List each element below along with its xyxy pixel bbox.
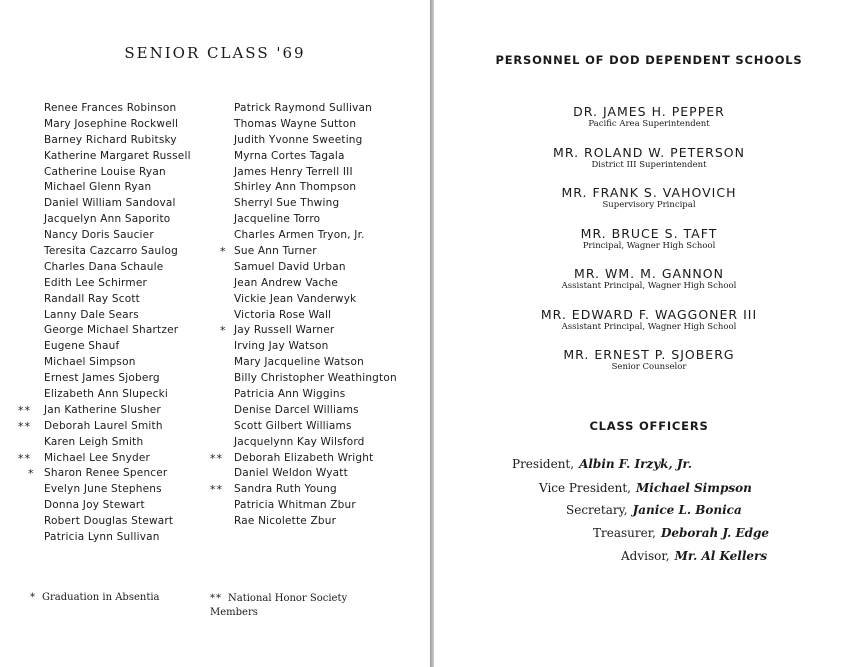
- senior-name-row: [44, 482, 191, 498]
- senior-name: Katherine Margaret Russell: [44, 149, 191, 162]
- senior-name-row: [210, 451, 397, 467]
- honor-society-marker: **: [18, 403, 31, 417]
- senior-name-row: [234, 403, 397, 419]
- senior-name-row: [44, 498, 191, 514]
- senior-name: Charles Armen Tryon, Jr.: [234, 229, 365, 242]
- senior-name: Deborah Elizabeth Wright: [234, 451, 374, 464]
- senior-name: Patricia Ann Wiggins: [234, 388, 346, 401]
- senior-name: Patricia Whitman Zbur: [234, 499, 356, 512]
- senior-name: Karen Leigh Smith: [44, 435, 144, 448]
- senior-name-row: [234, 276, 397, 292]
- senior-name-row: [44, 308, 191, 324]
- senior-name: Samuel David Urban: [234, 260, 346, 273]
- senior-name-row: [210, 482, 397, 498]
- senior-name-row: [234, 308, 397, 324]
- officer-title: Advisor,: [621, 549, 670, 563]
- personnel-name: DR. JAMES H. PEPPER: [573, 104, 725, 119]
- senior-name-row: [234, 355, 397, 371]
- officer-president: [512, 457, 692, 471]
- officer-name: Michael Simpson: [636, 481, 752, 495]
- senior-name: Mary Josephine Rockwell: [44, 117, 179, 130]
- senior-name-row: [234, 180, 397, 196]
- senior-name: Lanny Dale Sears: [44, 308, 139, 321]
- senior-name: Sandra Ruth Young: [234, 483, 337, 496]
- senior-name-row: [234, 466, 397, 482]
- absentia-marker: *: [220, 245, 227, 259]
- left-page: [0, 0, 430, 667]
- senior-name-row: [44, 260, 191, 276]
- personnel-name: MR. ERNEST P. SJOBERG: [563, 347, 735, 362]
- senior-name-row: [234, 228, 397, 244]
- personnel-role: Pacific Area Superintendent: [588, 119, 710, 129]
- senior-name-row: [234, 514, 397, 530]
- senior-name: Thomas Wayne Sutton: [234, 117, 357, 130]
- senior-name-row: [44, 514, 191, 530]
- senior-name-row: [220, 323, 397, 339]
- senior-name: Sherryl Sue Thwing: [234, 197, 340, 210]
- senior-name: George Michael Shartzer: [44, 324, 179, 337]
- honor-society-marker: **: [18, 419, 31, 433]
- senior-name: Charles Dana Schaule: [44, 260, 164, 273]
- senior-name: Evelyn June Stephens: [44, 483, 162, 496]
- senior-name: Myrna Cortes Tagala: [234, 149, 345, 162]
- honor-society-marker: **: [18, 451, 31, 465]
- senior-name-row: [220, 244, 397, 260]
- senior-name-row: [234, 196, 397, 212]
- senior-name-row: [234, 292, 397, 308]
- senior-name-row: [44, 371, 191, 387]
- senior-name: Nancy Doris Saucier: [44, 229, 154, 242]
- senior-name: Jacquelynn Kay Wilsford: [234, 435, 365, 448]
- senior-name-row: [44, 101, 191, 117]
- senior-name-row: [234, 149, 397, 165]
- senior-name: Catherine Louise Ryan: [44, 165, 166, 178]
- officer-title: President,: [512, 457, 575, 471]
- senior-name: Robert Douglas Stewart: [44, 515, 174, 528]
- personnel-role: Principal, Wagner High School: [582, 241, 716, 251]
- senior-name: James Henry Terrell III: [234, 165, 353, 178]
- officer-title: Secretary,: [566, 503, 628, 517]
- senior-name: Patrick Raymond Sullivan: [234, 102, 373, 114]
- senior-name-row: [44, 292, 191, 308]
- senior-name-row: [18, 451, 191, 467]
- senior-names-column-a: [18, 101, 191, 546]
- personnel-role: Senior Counselor: [611, 362, 687, 372]
- senior-name: Jan Katherine Slusher: [44, 403, 161, 416]
- senior-name-row: [44, 212, 191, 228]
- senior-name-row: [234, 371, 397, 387]
- personnel-entry: [434, 104, 864, 129]
- senior-name: Irving Jay Watson: [234, 340, 329, 353]
- senior-name: Jay Russell Warner: [234, 324, 335, 337]
- senior-name: Sue Ann Turner: [234, 245, 317, 258]
- personnel-role: Supervisory Principal: [602, 200, 696, 210]
- senior-name: Teresita Cazcarro Saulog: [44, 245, 178, 258]
- senior-name-row: [234, 212, 397, 228]
- officer-vice-president: [539, 481, 752, 495]
- senior-name: Michael Glenn Ryan: [44, 181, 152, 194]
- personnel-role: Assistant Principal, Wagner High School: [561, 281, 737, 291]
- absentia-marker: *: [28, 467, 35, 481]
- personnel-role: Assistant Principal, Wagner High School: [561, 322, 737, 332]
- senior-name: Elizabeth Ann Slupecki: [44, 388, 169, 401]
- personnel-role: District III Superintendent: [591, 160, 707, 170]
- senior-name: Michael Lee Snyder: [44, 451, 151, 464]
- senior-name-row: [44, 228, 191, 244]
- officer-name: Albin F. Irzyk, Jr.: [579, 457, 692, 471]
- senior-name-row: [44, 323, 191, 339]
- senior-name-row: [44, 133, 191, 149]
- senior-name: Barney Richard Rubitsky: [44, 133, 177, 146]
- footnote-honor-society: [210, 592, 380, 620]
- senior-name: Sharon Renee Spencer: [44, 467, 168, 480]
- senior-name-row: [44, 530, 191, 546]
- officer-advisor: [621, 549, 767, 563]
- senior-name-row: [234, 117, 397, 133]
- senior-name: Jacqueline Torro: [234, 213, 321, 226]
- senior-name-row: [234, 101, 397, 117]
- senior-name: Edith Lee Schirmer: [44, 276, 147, 289]
- senior-name-row: [44, 196, 191, 212]
- senior-name: Mary Jacqueline Watson: [234, 356, 364, 369]
- senior-name-row: [44, 355, 191, 371]
- personnel-name: MR. WM. M. GANNON: [574, 266, 724, 281]
- senior-name: Scott Gilbert Williams: [234, 419, 352, 432]
- senior-name: Vickie Jean Vanderwyk: [234, 292, 357, 305]
- personnel-title: PERSONNEL OF DOD DEPENDENT SCHOOLS: [495, 53, 803, 67]
- senior-name-row: [28, 466, 191, 482]
- personnel-entry: [434, 145, 864, 170]
- senior-name-row: [44, 244, 191, 260]
- senior-name: Daniel William Sandoval: [44, 197, 176, 210]
- senior-name-row: [44, 387, 191, 403]
- personnel-entry: [434, 347, 864, 372]
- senior-name-row: [44, 276, 191, 292]
- senior-name-row: [234, 165, 397, 181]
- honor-society-marker: **: [210, 483, 223, 497]
- class-officers-title: CLASS OFFICERS: [589, 419, 709, 433]
- senior-name: Eugene Shauf: [44, 340, 120, 353]
- senior-name: Donna Joy Stewart: [44, 499, 145, 512]
- senior-name-row: [234, 435, 397, 451]
- senior-name-row: [44, 149, 191, 165]
- officer-name: Janice L. Bonica: [632, 503, 742, 517]
- senior-name-row: [234, 419, 397, 435]
- senior-class-title: SENIOR CLASS '69: [124, 44, 306, 62]
- officer-treasurer: [593, 526, 769, 540]
- senior-name-row: [234, 387, 397, 403]
- footnote-text: National Honor Society Members: [210, 593, 348, 618]
- senior-names-column-b: [210, 101, 397, 530]
- senior-name: Ernest James Sjoberg: [44, 372, 160, 385]
- senior-name-row: [44, 180, 191, 196]
- personnel-name: MR. FRANK S. VAHOVICH: [561, 185, 737, 200]
- footnote-symbol: *: [30, 592, 36, 603]
- footnote-text: Graduation in Absentia: [42, 592, 160, 603]
- senior-name: Victoria Rose Wall: [234, 308, 332, 321]
- senior-name: Jean Andrew Vache: [234, 276, 339, 289]
- senior-name-row: [234, 498, 397, 514]
- senior-name-row: [44, 435, 191, 451]
- senior-name-row: [234, 133, 397, 149]
- senior-name: Judith Yvonne Sweeting: [234, 133, 363, 146]
- personnel-entry: [434, 307, 864, 332]
- footnote-absentia: [30, 591, 160, 605]
- personnel-name: MR. BRUCE S. TAFT: [580, 226, 718, 241]
- honor-society-marker: **: [210, 451, 223, 465]
- senior-name: Daniel Weldon Wyatt: [234, 467, 348, 480]
- absentia-marker: *: [220, 324, 227, 338]
- senior-name-row: [44, 339, 191, 355]
- senior-name: Renee Frances Robinson: [44, 102, 177, 114]
- officer-title: Vice President,: [539, 481, 631, 495]
- officer-name: Deborah J. Edge: [660, 526, 770, 540]
- officer-name: Mr. Al Kellers: [674, 549, 768, 563]
- senior-name: Jacquelyn Ann Saporito: [44, 213, 171, 226]
- officer-secretary: [566, 503, 742, 517]
- senior-name-row: [18, 419, 191, 435]
- senior-name-row: [18, 403, 191, 419]
- personnel-name: MR. EDWARD F. WAGGONER III: [540, 307, 758, 322]
- senior-name: Denise Darcel Williams: [234, 403, 359, 416]
- personnel-entry: [434, 226, 864, 251]
- senior-name: Shirley Ann Thompson: [234, 181, 357, 194]
- senior-name: Deborah Laurel Smith: [44, 419, 163, 432]
- senior-name: Billy Christopher Weathington: [234, 372, 397, 385]
- personnel-entry: [434, 266, 864, 291]
- senior-name-row: [234, 339, 397, 355]
- officer-title: Treasurer,: [593, 526, 656, 540]
- senior-name: Michael Simpson: [44, 356, 136, 369]
- footnote-symbol: **: [210, 593, 222, 604]
- senior-name-row: [44, 117, 191, 133]
- personnel-name: MR. ROLAND W. PETERSON: [553, 145, 745, 160]
- senior-name: Patricia Lynn Sullivan: [44, 531, 160, 544]
- senior-name: Randall Ray Scott: [44, 292, 140, 305]
- right-page: [434, 0, 864, 667]
- senior-name: Rae Nicolette Zbur: [234, 515, 337, 528]
- senior-name-row: [234, 260, 397, 276]
- senior-name-row: [44, 165, 191, 181]
- personnel-entry: [434, 185, 864, 210]
